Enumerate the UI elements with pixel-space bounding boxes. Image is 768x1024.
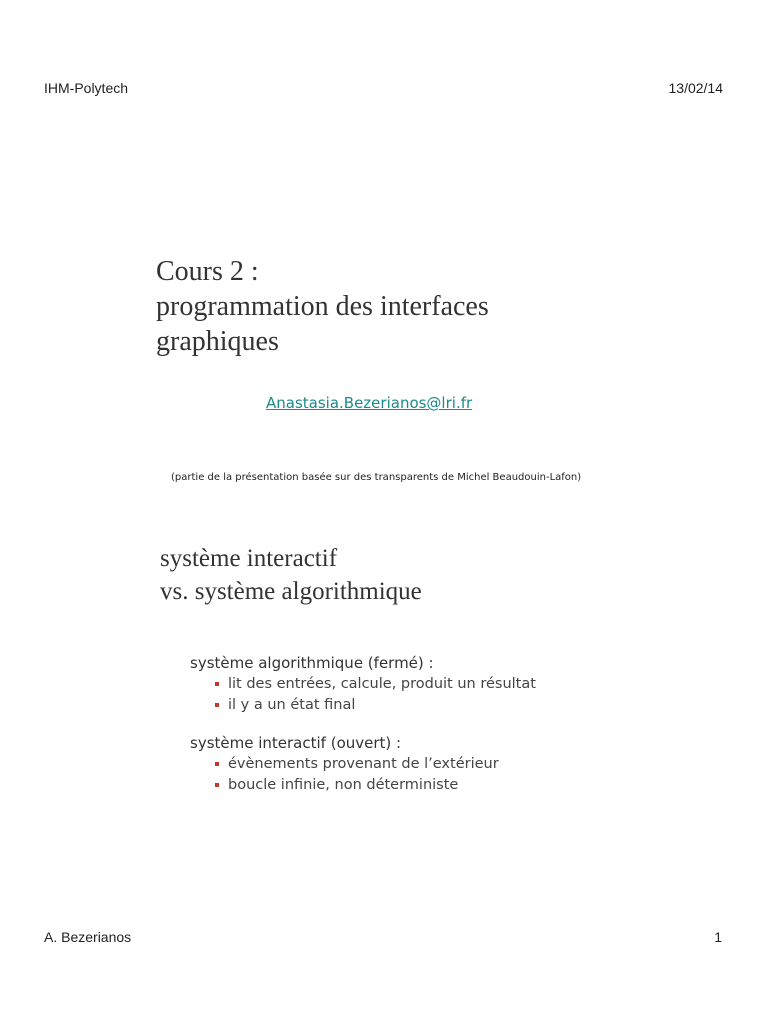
bullet-text: boucle infinie, non déterministe <box>228 777 459 793</box>
block-heading-algorithmic: système algorithmique (fermé) : <box>190 654 434 672</box>
slide1-title-line: graphiques <box>156 326 279 357</box>
slide2-title-line: système interactif <box>160 545 338 572</box>
bullet-item <box>215 697 355 713</box>
slide1-title-line: Cours 2 : <box>156 256 259 287</box>
author-email-link[interactable]: Anastasia.Bezerianos@lri.fr <box>266 394 473 412</box>
slide2-title <box>160 542 422 608</box>
bullet-square-icon <box>215 783 219 787</box>
bullet-text: évènements provenant de l’extérieur <box>228 756 499 772</box>
bullet-item <box>215 777 458 793</box>
bullet-item <box>215 676 536 692</box>
slide1-title <box>156 254 489 359</box>
bullet-square-icon <box>215 703 219 707</box>
slide1-credit: (partie de la présentation basée sur des transparents de Michel Beaudouin-Lafon) <box>171 472 582 483</box>
bullet-item <box>215 756 499 772</box>
footer-author: A. Bezerianos <box>44 929 132 945</box>
header-left: IHM-Polytech <box>44 80 129 96</box>
header-date: 13/02/14 <box>668 80 723 96</box>
bullet-text: il y a un état final <box>228 697 356 713</box>
slide2-title-line: vs. système algorithmique <box>160 578 422 605</box>
block-heading-interactive: système interactif (ouvert) : <box>190 734 402 752</box>
footer-page-number: 1 <box>714 929 722 945</box>
bullet-square-icon <box>215 682 219 686</box>
bullet-text: lit des entrées, calcule, produit un résultat <box>228 676 536 692</box>
bullet-square-icon <box>215 762 219 766</box>
slide1-title-line: programmation des interfaces <box>156 291 489 322</box>
